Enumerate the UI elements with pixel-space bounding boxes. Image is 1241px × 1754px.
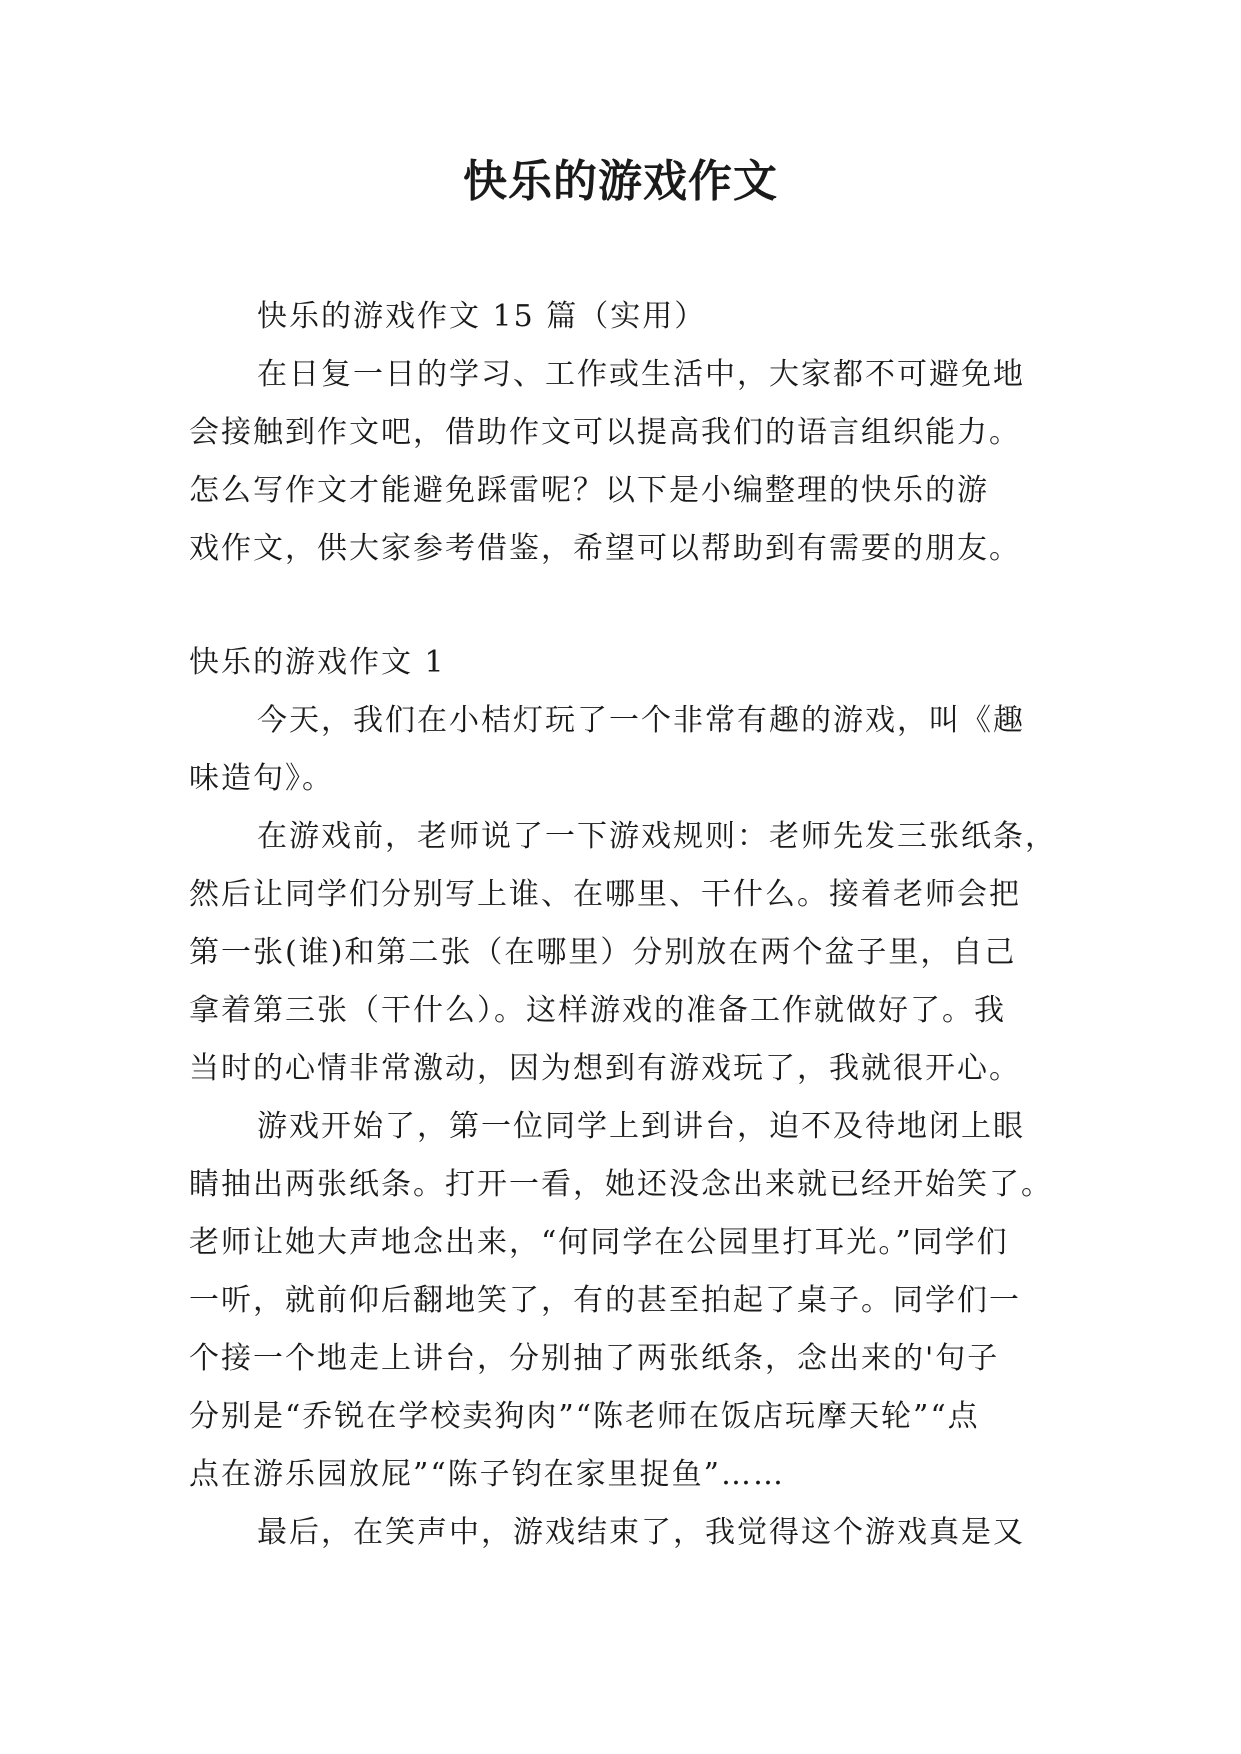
body-line: 第一张(谁)和第二张（在哪里）分别放在两个盆子里，自己 (189, 935, 1017, 970)
body-line: 分别是“乔锐在学校卖狗肉”“陈老师在饭店玩摩天轮”“点 (189, 1399, 980, 1434)
body-line: 拿着第三张（干什么）。这样游戏的准备工作就做好了。我 (189, 993, 1006, 1028)
body-line: 点在游乐园放屁”“陈子钧在家里捉鱼”…… (189, 1457, 786, 1492)
body-line: 游戏开始了，第一位同学上到讲台，迫不及待地闭上眼 (257, 1109, 1025, 1144)
body-line: 在游戏前，老师说了一下游戏规则：老师先发三张纸条， (257, 819, 1057, 854)
body-line: 老师让她大声地念出来，“何同学在公园里打耳光。”同学们 (189, 1225, 1009, 1260)
body-line: 然后让同学们分别写上谁、在哪里、干什么。接着老师会把 (189, 877, 1021, 912)
body-line: 睛抽出两张纸条。打开一看，她还没念出来就已经开始笑了。 (189, 1167, 1053, 1202)
document-body (189, 288, 1059, 1562)
body-line: 个接一个地走上讲台，分别抽了两张纸条，念出来的'句子 (189, 1341, 1000, 1376)
document-title: 快乐的游戏作文 (463, 156, 778, 207)
section-spacer (189, 578, 1059, 634)
body-line: 一听，就前仰后翻地笑了，有的甚至拍起了桌子。同学们一 (189, 1283, 1021, 1318)
section-heading: 快乐的游戏作文 1 (189, 645, 446, 680)
intro-line: 戏作文，供大家参考借鉴，希望可以帮助到有需要的朋友。 (189, 531, 1021, 566)
body-line: 最后，在笑声中，游戏结束了，我觉得这个游戏真是又 (257, 1515, 1025, 1550)
intro-line: 怎么写作文才能避免踩雷呢？以下是小编整理的快乐的游 (189, 473, 989, 508)
intro-line: 会接触到作文吧，借助作文可以提高我们的语言组织能力。 (189, 415, 1021, 450)
subtitle-line: 快乐的游戏作文 15 篇（实用） (257, 299, 707, 334)
body-line: 今天，我们在小桔灯玩了一个非常有趣的游戏，叫《趣 (257, 703, 1025, 738)
body-line: 味造句》。 (189, 761, 334, 796)
body-line: 当时的心情非常激动，因为想到有游戏玩了，我就很开心。 (189, 1051, 1021, 1086)
intro-line: 在日复一日的学习、工作或生活中，大家都不可避免地 (257, 357, 1025, 392)
